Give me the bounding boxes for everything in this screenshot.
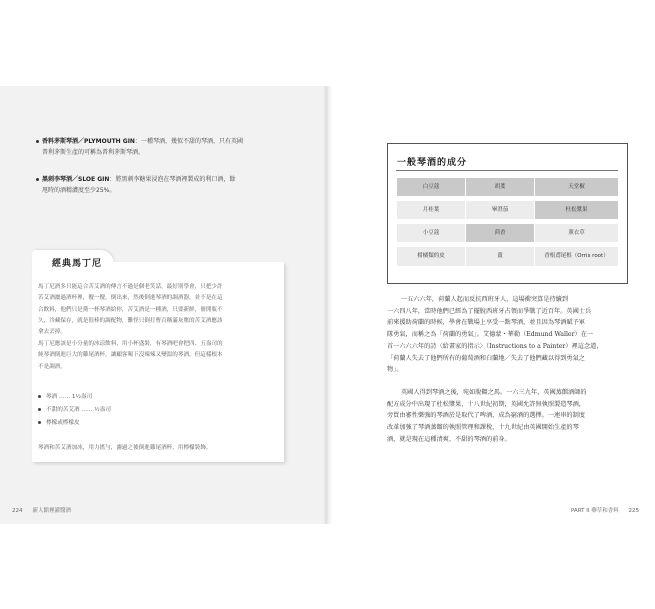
body-paragraph-2 [387,387,631,446]
text-line: 馬丁尼酒多只能這合苦艾酒的傳言不過是個老笑話，最好別學會，只把少許 [38,284,223,290]
text-line: 英國人得到琴酒之後，宛如脫韁之馬。一六三九年，英國蒸餾酒師的 [401,389,587,396]
body-paragraph-1 [387,294,631,376]
text-line: 旁買由審性樂強的琴酒於是取代了啤酒，成為窮酒的選擇。一連串的制度 [387,412,585,420]
text-line: 配方成分中出現了杜松漿果，十八世紀初期，英國允許無執照製造琴酒， [387,400,585,408]
table-cell: 薰衣草 [535,224,618,242]
running-head: 新人館裡灌醬酒 [32,508,72,514]
text-line: 苦艾酒灑過酒杯裡，攪一攪，倒出來，然後倒進琴酒的調酒器，並不是在這 [38,295,223,302]
bullet-dot-icon [38,421,41,424]
page-number: 225 [628,508,639,514]
bullet-term: 香料茅斯琴酒／PLYMOUTH GIN [42,138,135,145]
sidebar-box-title: 經典馬丁尼 [52,259,103,269]
bullet-text-cont: 甩時的酒精濃度至少25%。 [42,187,116,194]
table-title-rule [396,170,618,171]
text-line: 首一六六六年的詩〈給畫家的指示〉（Instructions to a Painter）裡這念道， [387,342,603,350]
page-number: 224 [12,508,23,514]
table-cell: 胡荽 [466,178,534,196]
right-footer [571,506,639,514]
table-cell: 香根鳶尾根（Orris root） [535,247,618,266]
text-line: 前來援助荷蘭的時候，學會在戰場上享受一點琴酒，並且因為琴酒賦予軍 [387,319,585,327]
bullet-dot-icon [36,178,39,181]
bullet-dot-icon [38,395,41,398]
text-line: 酒，就是現在這種清爽、不甜的琴酒的前身。 [387,435,511,443]
text-line: 合飲料，他們只是黨一杯琴酒給你，苦艾酒是一種酒，只要新鮮，冊開瓶不 [38,306,223,313]
table-cell: 茴香 [466,224,534,242]
table-cell: 薑 [466,247,534,266]
table-cell: 天堂椒 [535,178,618,196]
bullet-dot-icon [36,140,39,143]
text-line: 不是調酒。 [38,363,66,370]
text-line: 隊勇氣，而稱之為「荷蘭的勇氣」。艾德蒙・華勒（Edmund Waller）在一 [387,331,594,339]
text-line: 改革加強了琴酒蒸餾的執照管理和課稅，十九世紀由英國開始生產的琴 [387,424,579,432]
box-closing: 琴酒和苦艾酒加冰，用力搖勻，濾過之後倒進雞尾酒杯，用檸檬裝飾。 [38,445,212,451]
text-line: 物」。 [387,366,403,374]
table-cell: 月桂葉 [397,201,465,219]
text-line: 拿去丟掉。 [38,329,66,336]
bullet-sloe-gin [36,174,276,196]
running-head: PART II [570,508,590,514]
ingredient-item: 琴酒 …… 1½盎司 [38,392,92,403]
bullet-dot-icon [38,408,41,411]
book-gutter [323,86,333,524]
bullet-text-cont: 普利茅斯生產的可稱為普利茅斯琴酒。 [42,149,145,156]
ingredient-item: 檸檬或檸檬皮 [38,418,80,429]
table-cell: 杜松漿果 [535,201,618,219]
text-line: 馬丁尼應該是小分量的冰涼飲料，用小杯盛裝，有琴酒吧會把四、五盎司的 [38,341,223,347]
text-line: 「荷蘭人失去了他們所有的葡萄酒和白蘭地／失去了他們藏以得到勇氣之 [387,354,585,362]
bullet-text: ：一種琴酒，幾似不甜的琴酒，只有英國 [134,138,243,145]
text-line: 一六四八年，當時他們已經為了擺脫西班牙占領而爭戰了近百年。英國士兵 [387,307,592,315]
text-line: 純琴酒倒進巨大的雞尾酒杯，讓顧客喝下沒辣辣又變溫的琴酒，但這樣根本 [38,352,223,359]
text-line: 久，冷藏保存，就是很棒的調配物，難怪只倒打曹百稱滿灰塵的苦艾酒應該 [38,317,223,324]
table-cell: 白豆蔻 [397,178,465,196]
table-cell: 小豆蔻 [397,224,465,242]
text-line: 一五六六年，荷蘭人起而反抗西班牙人，這場衝突算是持續到 [401,296,569,303]
table-title: 一般琴酒的成分 [397,158,468,168]
bullet-term: 黑刺李琴酒／SLOE GIN [42,176,110,183]
section-name: 藥草和香料 [591,508,619,514]
bullet-plymouth-gin [36,136,276,158]
box-paragraph-2 [38,339,268,373]
left-footer [12,506,71,514]
table-cell: 柑橘類的皮 [397,247,465,266]
ingredient-item: 不甜的苦艾酒 …… ½盎司 [38,405,111,416]
table-cell: 畢澄茄 [466,201,534,219]
bullet-text: ：將黑刺李糖果浸泡在琴酒裡製成的利口酒，餘 [109,176,236,183]
box-paragraph-1 [38,282,268,338]
